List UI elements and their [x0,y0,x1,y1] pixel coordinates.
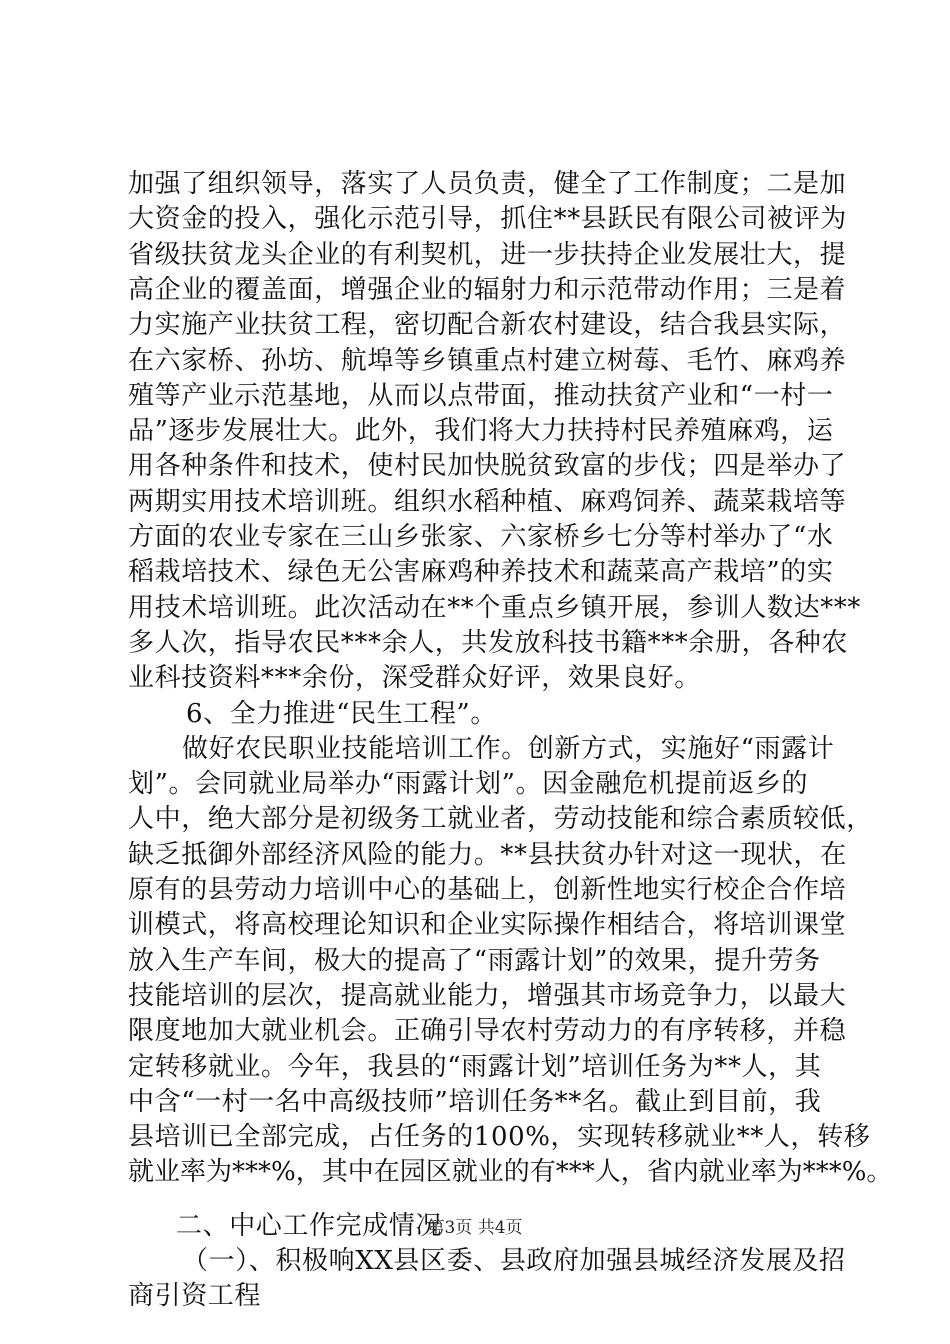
paragraph-line: 原有的县劳动力培训中心的基础上，创新性地实行校企合作培 [128,875,847,905]
paragraph-line: 限度地加大就业机会。正确引导农村劳动力的有序转移，并稳 [128,1016,847,1047]
paragraph-line: 就业率为***%，其中在园区就业的有***人，省内就业率为***%。 [128,1157,893,1188]
paragraph-line: 品”逐步发展壮大。此外，我们将大力扶持村民养殖麻鸡，运 [128,416,834,447]
paragraph-line: 业科技资料***余份，深受群众好评，效果良好。 [128,663,701,694]
section-heading: 6、全力推进“民生工程”。 [186,698,497,729]
paragraph-line: 定转移就业。今年，我县的“雨露计划”培训任务为**人，其 [128,1051,822,1082]
page-footer: 第3页 共4页 [427,1218,523,1238]
paragraph-line: 中含“一村一名中高级技师”培训任务**名。截止到目前，我 [128,1086,822,1117]
paragraph-line: 力实施产业扶贫工程，密切配合新农村建设，结合我县实际， [128,310,847,341]
paragraph-line: 两期实用技术培训班。组织水稻种植、麻鸡饲养、蔬菜栽培等 [128,486,847,517]
paragraph-line: 训模式，将高校理论知识和企业实际操作相结合，将培训课堂 [128,910,847,941]
paragraph-line: 高企业的覆盖面，增强企业的辐射力和示范带动作用；三是着 [128,274,847,305]
paragraph-line: 用各种条件和技术，使村民加快脱贫致富的步伐；四是举办了 [128,451,847,482]
paragraph-line: （一）、积极响XX县区委、县政府加强县城经济发展及招 [182,1246,846,1276]
paragraph-line: 用技术培训班。此次活动在**个重点乡镇开展，参训人数达*** [128,592,862,623]
paragraph-line: 在六家桥、孙坊、航埠等乡镇重点村建立树莓、毛竹、麻鸡养 [128,345,847,376]
paragraph-line: 大资金的投入，强化示范引导，抓住**县跃民有限公司被评为 [128,204,847,235]
paragraph-line: 划”。会同就业局举办“雨露计划”。因金融危机提前返乡的 [128,769,809,800]
paragraph-line: 殖等产业示范基地，从而以点带面，推动扶贫产业和“一村一 [128,380,834,411]
paragraph-line: 加强了组织领导，落实了人员负责，健全了工作制度；二是加 [128,169,847,199]
paragraph-line: 做好农民职业技能培训工作。创新方式，实施好“雨露计 [182,733,835,764]
paragraph-line: 县培训已全部完成，占任务的100%，实现转移就业**人，转移 [128,1122,871,1153]
paragraph-line: 放入生产车间，极大的提高了“雨露计划”的效果，提升劳务 [128,945,821,976]
paragraph-line: 商引资工程 [128,1281,262,1312]
section-heading: 二、中心工作完成情况 [176,1210,443,1241]
paragraph-line: 多人次，指导农民***余人，共发放科技书籍***余册，各种农 [128,627,849,658]
paragraph-line: 省级扶贫龙头企业的有利契机，进一步扶持企业发展壮大，提 [128,239,847,270]
paragraph-line: 稻栽培技术、绿色无公害麻鸡种养技术和蔬菜高产栽培”的实 [128,557,834,588]
paragraph-line: 人中，绝大部分是初级务工就业者，劳动技能和综合素质较低， [128,804,873,835]
paragraph-line: 缺乏抵御外部经济风险的能力。**县扶贫办针对这一现状，在 [128,839,847,870]
paragraph-line: 技能培训的层次，提高就业能力，增强其市场竞争力，以最大 [128,980,847,1011]
paragraph-line: 方面的农业专家在三山乡张家、六家桥乡七分等村举办了“水 [128,522,834,552]
